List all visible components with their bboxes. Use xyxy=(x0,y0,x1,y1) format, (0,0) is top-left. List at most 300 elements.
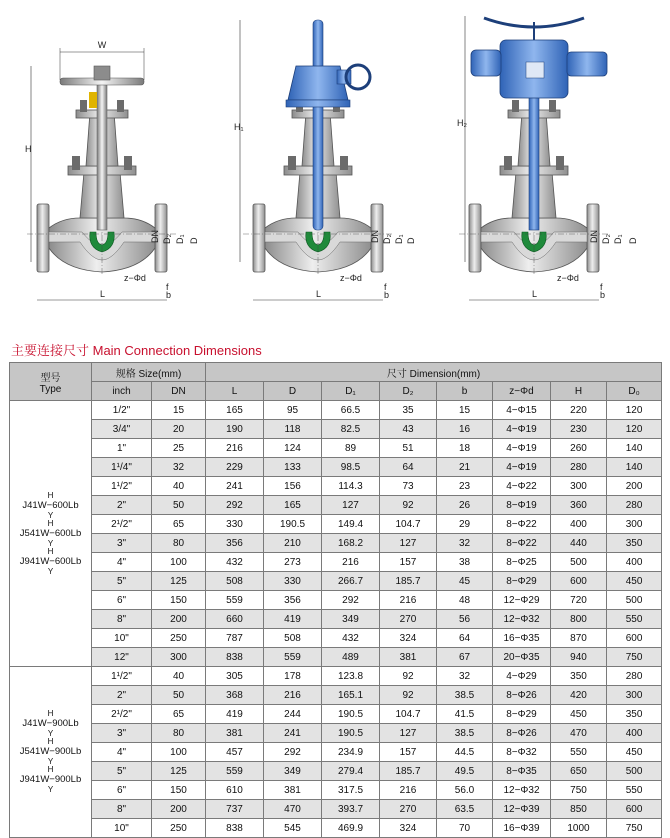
table-cell: 65 xyxy=(152,515,206,534)
table-cell: 280 xyxy=(607,496,662,515)
table-cell: 149.4 xyxy=(322,515,380,534)
model-name: J41W−900Lb xyxy=(22,718,79,729)
table-row xyxy=(10,439,662,458)
model-variant-lower: Y xyxy=(47,566,54,576)
table-cell: 270 xyxy=(380,800,437,819)
label-b-2: b xyxy=(384,290,390,300)
table-cell: 508 xyxy=(206,572,264,591)
model-name: J541W−600Lb xyxy=(19,527,82,539)
header-col-z-phi-d: z−Φd xyxy=(493,382,551,401)
electric-valve-drawing xyxy=(457,16,638,300)
table-cell: 234.9 xyxy=(322,743,380,762)
label-b-3: b xyxy=(600,290,606,300)
table-cell: 250 xyxy=(152,629,206,648)
table-row xyxy=(10,762,662,781)
table-cell: 350 xyxy=(607,534,662,553)
model-name: J941W−900Lb xyxy=(19,774,82,785)
table-cell: 545 xyxy=(264,819,322,838)
table-cell: 8−Φ22 xyxy=(493,534,551,553)
table-cell: 63.5 xyxy=(437,800,493,819)
table-cell: 4−Φ19 xyxy=(493,458,551,477)
table-cell: 508 xyxy=(264,629,322,648)
table-cell: 720 xyxy=(551,591,607,610)
table-cell: 64 xyxy=(437,629,493,648)
table-cell: 230 xyxy=(551,420,607,439)
label-dn-2: DN xyxy=(370,230,380,243)
table-cell: 43 xyxy=(380,420,437,439)
table-cell: 500 xyxy=(607,591,662,610)
table-cell: 95 xyxy=(264,401,322,420)
table-cell: 356 xyxy=(264,591,322,610)
table-cell: 157 xyxy=(380,743,437,762)
table-cell: 150 xyxy=(152,591,206,610)
table-cell: 8−Φ32 xyxy=(493,743,551,762)
table-cell: 140 xyxy=(607,458,662,477)
table-cell: 241 xyxy=(206,477,264,496)
table-cell: 381 xyxy=(380,648,437,667)
table-cell: 300 xyxy=(607,515,662,534)
table-cell: 104.7 xyxy=(380,705,437,724)
table-cell: 66.5 xyxy=(322,401,380,420)
table-cell: 1¹/2" xyxy=(92,477,152,496)
table-cell: 469.9 xyxy=(322,819,380,838)
table-cell: 210 xyxy=(264,534,322,553)
table-cell: 120 xyxy=(607,401,662,420)
label-d2-3: D₂ xyxy=(601,234,611,244)
table-cell: 4−Φ19 xyxy=(493,439,551,458)
table-cell: 300 xyxy=(551,477,607,496)
table-cell: 559 xyxy=(264,648,322,667)
table-cell: 500 xyxy=(607,762,662,781)
table-cell: 15 xyxy=(152,401,206,420)
table-cell: 3" xyxy=(92,534,152,553)
table-cell: 8−Φ29 xyxy=(493,572,551,591)
table-cell: 100 xyxy=(152,743,206,762)
label-f-2: f xyxy=(384,282,387,292)
table-row xyxy=(10,496,662,515)
table-cell: 850 xyxy=(551,800,607,819)
table-cell: 4" xyxy=(92,553,152,572)
table-cell: 80 xyxy=(152,724,206,743)
table-cell: 292 xyxy=(264,743,322,762)
model-variant-lower: Y xyxy=(47,757,54,766)
table-cell: 8" xyxy=(92,800,152,819)
label-h1: H₁ xyxy=(234,122,244,132)
header-col-h: H xyxy=(551,382,607,401)
table-cell: 450 xyxy=(551,705,607,724)
table-cell: 40 xyxy=(152,477,206,496)
table-cell: 330 xyxy=(264,572,322,591)
table-cell: 4−Φ29 xyxy=(493,667,551,686)
table-cell: 440 xyxy=(551,534,607,553)
table-cell: 44.5 xyxy=(437,743,493,762)
label-d1: D₁ xyxy=(175,234,185,244)
header-col-d2: D₂ xyxy=(380,382,437,401)
table-cell: 16−Φ35 xyxy=(493,629,551,648)
table-cell: 12−Φ29 xyxy=(493,591,551,610)
table-cell: 600 xyxy=(551,572,607,591)
table-cell: 356 xyxy=(206,534,264,553)
table-cell: 381 xyxy=(264,781,322,800)
table-cell: 381 xyxy=(206,724,264,743)
table-cell: 8−Φ25 xyxy=(493,553,551,572)
label-w: W xyxy=(97,40,107,50)
table-cell: 241 xyxy=(264,724,322,743)
table-cell: 123.8 xyxy=(322,667,380,686)
table-body xyxy=(10,401,662,838)
table-cell: 400 xyxy=(607,553,662,572)
table-cell: 51 xyxy=(380,439,437,458)
label-f-3: f xyxy=(600,282,603,292)
table-cell: 133 xyxy=(264,458,322,477)
table-row xyxy=(10,477,662,496)
table-cell: 12−Φ39 xyxy=(493,800,551,819)
table-cell: 104.7 xyxy=(380,515,437,534)
table-cell: 20 xyxy=(152,420,206,439)
dimensions-table xyxy=(9,362,662,838)
label-b: b xyxy=(166,290,172,300)
table-cell: 280 xyxy=(551,458,607,477)
label-h2: H₂ xyxy=(457,118,467,128)
model-variant-upper: H xyxy=(47,546,54,556)
model-variant-lower: Y xyxy=(47,510,54,520)
table-row xyxy=(10,610,662,629)
table-cell: 29 xyxy=(437,515,493,534)
table-cell: 324 xyxy=(380,629,437,648)
label-z-phi-d-2: z−Φd xyxy=(340,273,362,283)
table-cell: 324 xyxy=(380,819,437,838)
table-cell: 140 xyxy=(607,439,662,458)
table-cell: 838 xyxy=(206,648,264,667)
model-name: J941W−600Lb xyxy=(19,555,82,567)
table-cell: 98.5 xyxy=(322,458,380,477)
table-cell: 50 xyxy=(152,496,206,515)
table-row xyxy=(10,800,662,819)
table-cell: 420 xyxy=(551,686,607,705)
table-cell: 266.7 xyxy=(322,572,380,591)
table-cell: 660 xyxy=(206,610,264,629)
table-cell: 1" xyxy=(92,439,152,458)
table-cell: 216 xyxy=(380,591,437,610)
table-cell: 737 xyxy=(206,800,264,819)
table-cell: 450 xyxy=(607,743,662,762)
table-cell: 470 xyxy=(264,800,322,819)
table-cell: 393.7 xyxy=(322,800,380,819)
table-cell: 26 xyxy=(437,496,493,515)
model-name: J41W−600Lb xyxy=(22,499,79,511)
table-cell: 350 xyxy=(607,705,662,724)
label-l-3: L xyxy=(532,289,538,299)
table-cell: 360 xyxy=(551,496,607,515)
model-cell xyxy=(10,667,92,838)
table-cell: 73 xyxy=(380,477,437,496)
table-cell: 20−Φ35 xyxy=(493,648,551,667)
header-col-b: b xyxy=(437,382,493,401)
table-cell: 6" xyxy=(92,591,152,610)
label-f: f xyxy=(166,282,169,292)
table-cell: 419 xyxy=(264,610,322,629)
table-cell: 300 xyxy=(607,686,662,705)
table-cell: 82.5 xyxy=(322,420,380,439)
table-cell: 280 xyxy=(607,667,662,686)
table-cell: 200 xyxy=(152,800,206,819)
table-cell: 165.1 xyxy=(322,686,380,705)
table-cell: 185.7 xyxy=(380,762,437,781)
valve-drawings xyxy=(0,0,670,335)
table-cell: 489 xyxy=(322,648,380,667)
table-cell: 349 xyxy=(322,610,380,629)
table-cell: 125 xyxy=(152,762,206,781)
header-inch: inch xyxy=(92,382,152,401)
table-cell: 279.4 xyxy=(322,762,380,781)
table-cell: 220 xyxy=(551,401,607,420)
table-cell: 10" xyxy=(92,629,152,648)
table-cell: 48 xyxy=(437,591,493,610)
table-cell: 600 xyxy=(607,800,662,819)
table-cell: 50 xyxy=(152,686,206,705)
table-cell: 80 xyxy=(152,534,206,553)
label-l-2: L xyxy=(316,289,322,299)
table-row xyxy=(10,781,662,800)
model-name: J541W−900Lb xyxy=(19,746,82,757)
table-cell: 432 xyxy=(206,553,264,572)
table-cell: 216 xyxy=(322,553,380,572)
table-row xyxy=(10,648,662,667)
table-cell: 127 xyxy=(322,496,380,515)
model-variant-upper: H xyxy=(47,709,54,718)
label-d-2: D xyxy=(406,237,416,244)
table-cell: 368 xyxy=(206,686,264,705)
label-d: D xyxy=(189,237,199,244)
manual-valve-drawing xyxy=(25,40,199,300)
table-cell: 190.5 xyxy=(322,705,380,724)
table-cell: 92 xyxy=(380,686,437,705)
table-cell: 317.5 xyxy=(322,781,380,800)
table-cell: 25 xyxy=(152,439,206,458)
table-cell: 185.7 xyxy=(380,572,437,591)
table-cell: 400 xyxy=(607,724,662,743)
table-cell: 350 xyxy=(551,667,607,686)
table-cell: 300 xyxy=(152,648,206,667)
table-row xyxy=(10,819,662,838)
table-cell: 5" xyxy=(92,762,152,781)
table-cell: 330 xyxy=(206,515,264,534)
table-cell: 18 xyxy=(437,439,493,458)
table-cell: 35 xyxy=(380,401,437,420)
table-cell: 127 xyxy=(380,534,437,553)
table-row xyxy=(10,724,662,743)
table-cell: 32 xyxy=(152,458,206,477)
table-row xyxy=(10,515,662,534)
table-cell: 65 xyxy=(152,705,206,724)
table-cell: 470 xyxy=(551,724,607,743)
table-cell: 92 xyxy=(380,496,437,515)
table-cell: 4−Φ19 xyxy=(493,420,551,439)
table-cell: 23 xyxy=(437,477,493,496)
header-col-l: L xyxy=(206,382,264,401)
table-cell: 70 xyxy=(437,819,493,838)
table-cell: 400 xyxy=(551,515,607,534)
table-cell: 12" xyxy=(92,648,152,667)
table-cell: 114.3 xyxy=(322,477,380,496)
table-cell: 419 xyxy=(206,705,264,724)
table-cell: 4−Φ22 xyxy=(493,477,551,496)
header-dn: DN xyxy=(152,382,206,401)
table-cell: 89 xyxy=(322,439,380,458)
table-cell: 40 xyxy=(152,667,206,686)
table-cell: 750 xyxy=(607,648,662,667)
label-l: L xyxy=(100,289,106,299)
header-dimension: 尺寸 Dimension(mm) xyxy=(206,363,662,382)
table-cell: 870 xyxy=(551,629,607,648)
table-cell: 559 xyxy=(206,591,264,610)
table-cell: 787 xyxy=(206,629,264,648)
table-cell: 550 xyxy=(551,743,607,762)
table-cell: 6" xyxy=(92,781,152,800)
table-cell: 250 xyxy=(152,819,206,838)
table-cell: 118 xyxy=(264,420,322,439)
label-h: H xyxy=(25,144,32,154)
model-variant-lower: Y xyxy=(47,785,54,794)
table-cell: 165 xyxy=(206,401,264,420)
table-cell: 64 xyxy=(380,458,437,477)
table-row xyxy=(10,401,662,420)
table-cell: 8−Φ35 xyxy=(493,762,551,781)
table-cell: 8−Φ26 xyxy=(493,686,551,705)
model-variant-lower: Y xyxy=(47,538,54,548)
table-cell: 15 xyxy=(437,401,493,420)
table-cell: 750 xyxy=(551,781,607,800)
table-cell: 800 xyxy=(551,610,607,629)
table-cell: 292 xyxy=(206,496,264,515)
table-cell: 550 xyxy=(607,610,662,629)
table-cell: 12−Φ32 xyxy=(493,781,551,800)
table-cell: 8−Φ26 xyxy=(493,724,551,743)
table-cell: 273 xyxy=(264,553,322,572)
table-cell: 216 xyxy=(264,686,322,705)
table-cell: 450 xyxy=(607,572,662,591)
table-row xyxy=(10,743,662,762)
table-cell: 3/4" xyxy=(92,420,152,439)
table-cell: 244 xyxy=(264,705,322,724)
table-cell: 2" xyxy=(92,686,152,705)
table-cell: 270 xyxy=(380,610,437,629)
table-cell: 305 xyxy=(206,667,264,686)
table-cell: 49.5 xyxy=(437,762,493,781)
table-cell: 260 xyxy=(551,439,607,458)
table-cell: 120 xyxy=(607,420,662,439)
table-cell: 16−Φ39 xyxy=(493,819,551,838)
table-cell: 2¹/2" xyxy=(92,705,152,724)
table-cell: 432 xyxy=(322,629,380,648)
table-cell: 56 xyxy=(437,610,493,629)
label-d2: D₂ xyxy=(162,234,172,244)
table-row xyxy=(10,667,662,686)
header-col-d1: D₁ xyxy=(322,382,380,401)
table-cell: 838 xyxy=(206,819,264,838)
table-cell: 41.5 xyxy=(437,705,493,724)
table-cell: 550 xyxy=(607,781,662,800)
table-cell: 200 xyxy=(607,477,662,496)
table-cell: 650 xyxy=(551,762,607,781)
header-size: 规格 Size(mm) xyxy=(92,363,206,382)
label-z-phi-d: z−Φd xyxy=(124,273,146,283)
table-cell: 200 xyxy=(152,610,206,629)
model-variant-upper: H xyxy=(47,490,54,500)
table-cell: 16 xyxy=(437,420,493,439)
table-cell: 216 xyxy=(380,781,437,800)
table-cell: 12−Φ32 xyxy=(493,610,551,629)
header-col-d0: D₀ xyxy=(607,382,662,401)
table-cell: 124 xyxy=(264,439,322,458)
model-variant-upper: H xyxy=(47,765,54,774)
label-dn-3: DN xyxy=(589,230,599,243)
model-cell xyxy=(10,401,92,667)
model-variant-lower: Y xyxy=(47,729,54,738)
table-cell: 38 xyxy=(437,553,493,572)
table-row xyxy=(10,591,662,610)
table-cell: 156 xyxy=(264,477,322,496)
table-cell: 4" xyxy=(92,743,152,762)
table-row xyxy=(10,420,662,439)
table-cell: 8−Φ29 xyxy=(493,705,551,724)
table-row xyxy=(10,705,662,724)
table-row xyxy=(10,686,662,705)
section-title: 主要连接尺寸 Main Connection Dimensions xyxy=(11,343,262,358)
table-cell: 229 xyxy=(206,458,264,477)
table-cell: 32 xyxy=(437,667,493,686)
table-cell: 2" xyxy=(92,496,152,515)
table-cell: 349 xyxy=(264,762,322,781)
table-cell: 125 xyxy=(152,572,206,591)
table-cell: 67 xyxy=(437,648,493,667)
table-cell: 165 xyxy=(264,496,322,515)
header-model: 型号 Type xyxy=(10,363,92,401)
label-d1-2: D₁ xyxy=(394,234,404,244)
label-z-phi-d-3: z−Φd xyxy=(557,273,579,283)
table-cell: 216 xyxy=(206,439,264,458)
table-cell: 3" xyxy=(92,724,152,743)
table-cell: 92 xyxy=(380,667,437,686)
table-cell: 457 xyxy=(206,743,264,762)
table-cell: 8" xyxy=(92,610,152,629)
table-cell: 940 xyxy=(551,648,607,667)
table-row xyxy=(10,553,662,572)
table-cell: 750 xyxy=(607,819,662,838)
table-cell: 168.2 xyxy=(322,534,380,553)
model-variant-upper: H xyxy=(47,737,54,746)
table-cell: 38.5 xyxy=(437,724,493,743)
model-variant-upper: H xyxy=(47,518,54,528)
table-cell: 610 xyxy=(206,781,264,800)
table-cell: 190 xyxy=(206,420,264,439)
table-cell: 190.5 xyxy=(322,724,380,743)
table-cell: 292 xyxy=(322,591,380,610)
table-cell: 178 xyxy=(264,667,322,686)
table-cell: 32 xyxy=(437,534,493,553)
gear-operated-valve-drawing xyxy=(234,20,416,300)
table-row xyxy=(10,572,662,591)
table-cell: 1¹/2" xyxy=(92,667,152,686)
table-cell: 600 xyxy=(607,629,662,648)
table-cell: 45 xyxy=(437,572,493,591)
table-cell: 1¹/4" xyxy=(92,458,152,477)
table-cell: 190.5 xyxy=(264,515,322,534)
table-cell: 2¹/2" xyxy=(92,515,152,534)
table-cell: 100 xyxy=(152,553,206,572)
table-cell: 56.0 xyxy=(437,781,493,800)
table-cell: 8−Φ22 xyxy=(493,515,551,534)
